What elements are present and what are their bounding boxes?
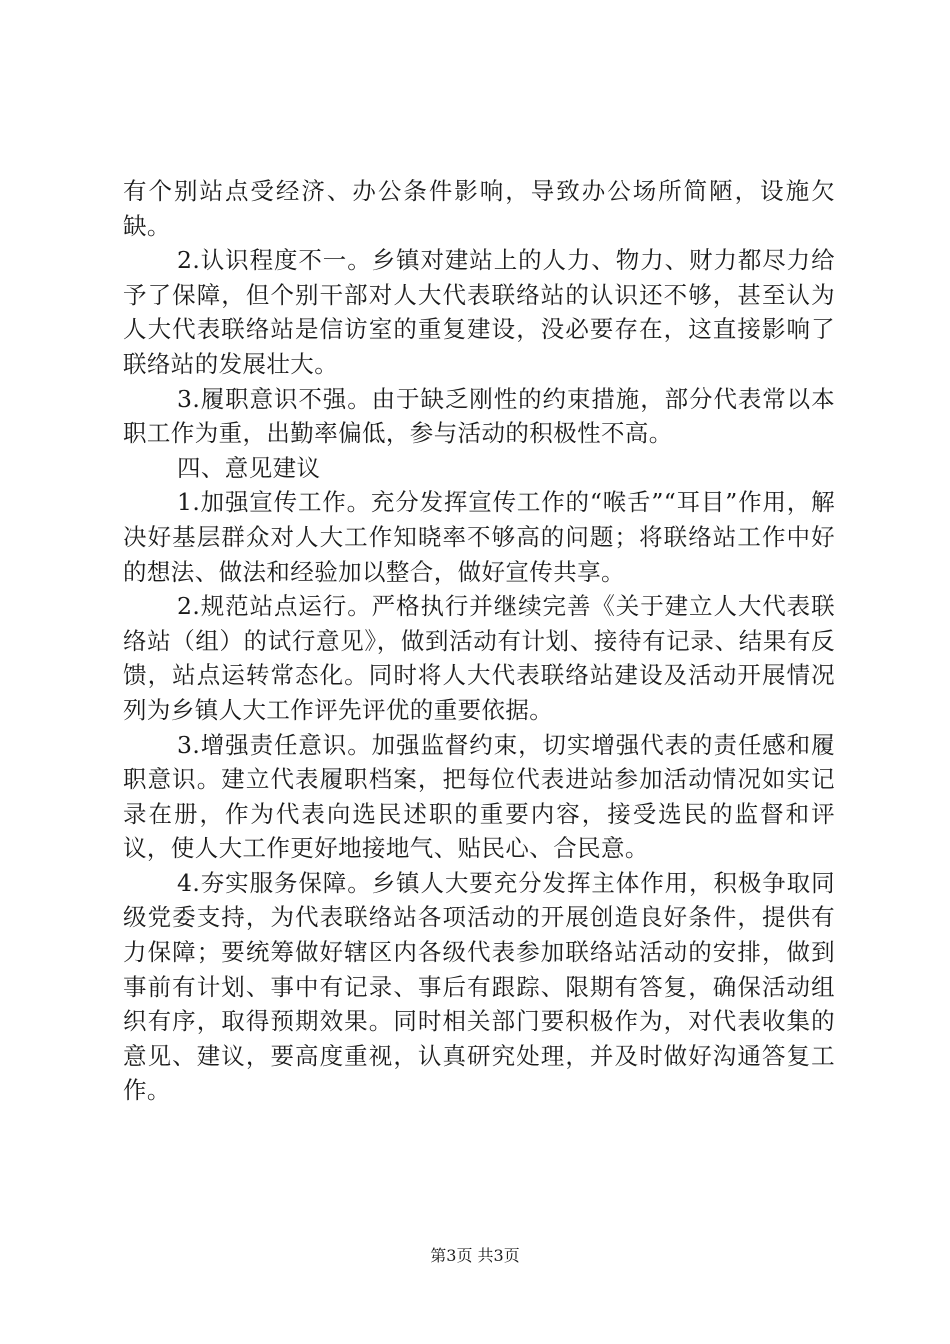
paragraph: 4.夯实服务保障。乡镇人大要充分发挥主体作用，积极争取同级党委支持，为代表联络站各项活动的开展创造良好条件，提供有力保障；要统筹做好辖区内各级代表参加联络站活动的安排，做到事前有计划、事中有记录、事后有跟踪、限期有答复，确保活动组织有序，取得预期效果。同时相关部门要积极作为，对代表收集的意见、建议，要高度重视，认真研究处理，并及时做好沟通答复工作。 bbox=[123, 868, 835, 1105]
document-body bbox=[123, 174, 835, 1108]
paragraph: 3.增强责任意识。加强监督约束，切实增强代表的责任感和履职意识。建立代表履职档案，把每位代表进站参加活动情况如实记录在册，作为代表向选民述职的重要内容，接受选民的监督和评议，使人大工作更好地接地气、贴民心、合民意。 bbox=[123, 730, 835, 863]
paragraph: 3.履职意识不强。由于缺乏刚性的约束措施，部分代表常以本职工作为重，出勤率偏低，参与活动的积极性不高。 bbox=[123, 384, 835, 448]
paragraph: 2.认识程度不一。乡镇对建站上的人力、物力、财力都尽力给予了保障，但个别干部对人大代表联络站的认识还不够，甚至认为人大代表联络站是信访室的重复建设，没必要存在，这直接影响了联络站的发展壮大。 bbox=[123, 246, 835, 378]
page-number: 第3页 共3页 bbox=[430, 1246, 520, 1265]
paragraph: 有个别站点受经济、办公条件影响，导致办公场所简陋，设施欠缺。 bbox=[123, 177, 835, 240]
page-footer bbox=[0, 1246, 950, 1266]
paragraph: 1.加强宣传工作。充分发挥宣传工作的“喉舌”“耳目”作用，解决好基层群众对人大工作知晓率不够高的问题；将联络站工作中好的想法、做法和经验加以整合，做好宣传共享。 bbox=[123, 488, 835, 586]
section-heading: 四、意见建议 bbox=[177, 453, 321, 482]
paragraph: 2.规范站点运行。严格执行并继续完善《关于建立人大代表联络站（组）的试行意见》，做到活动有计划、接待有记录、结果有反馈，站点运转常态化。同时将人大代表联络站建设及活动开展情况列为乡镇人大工作评先评优的重要依据。 bbox=[123, 592, 835, 724]
